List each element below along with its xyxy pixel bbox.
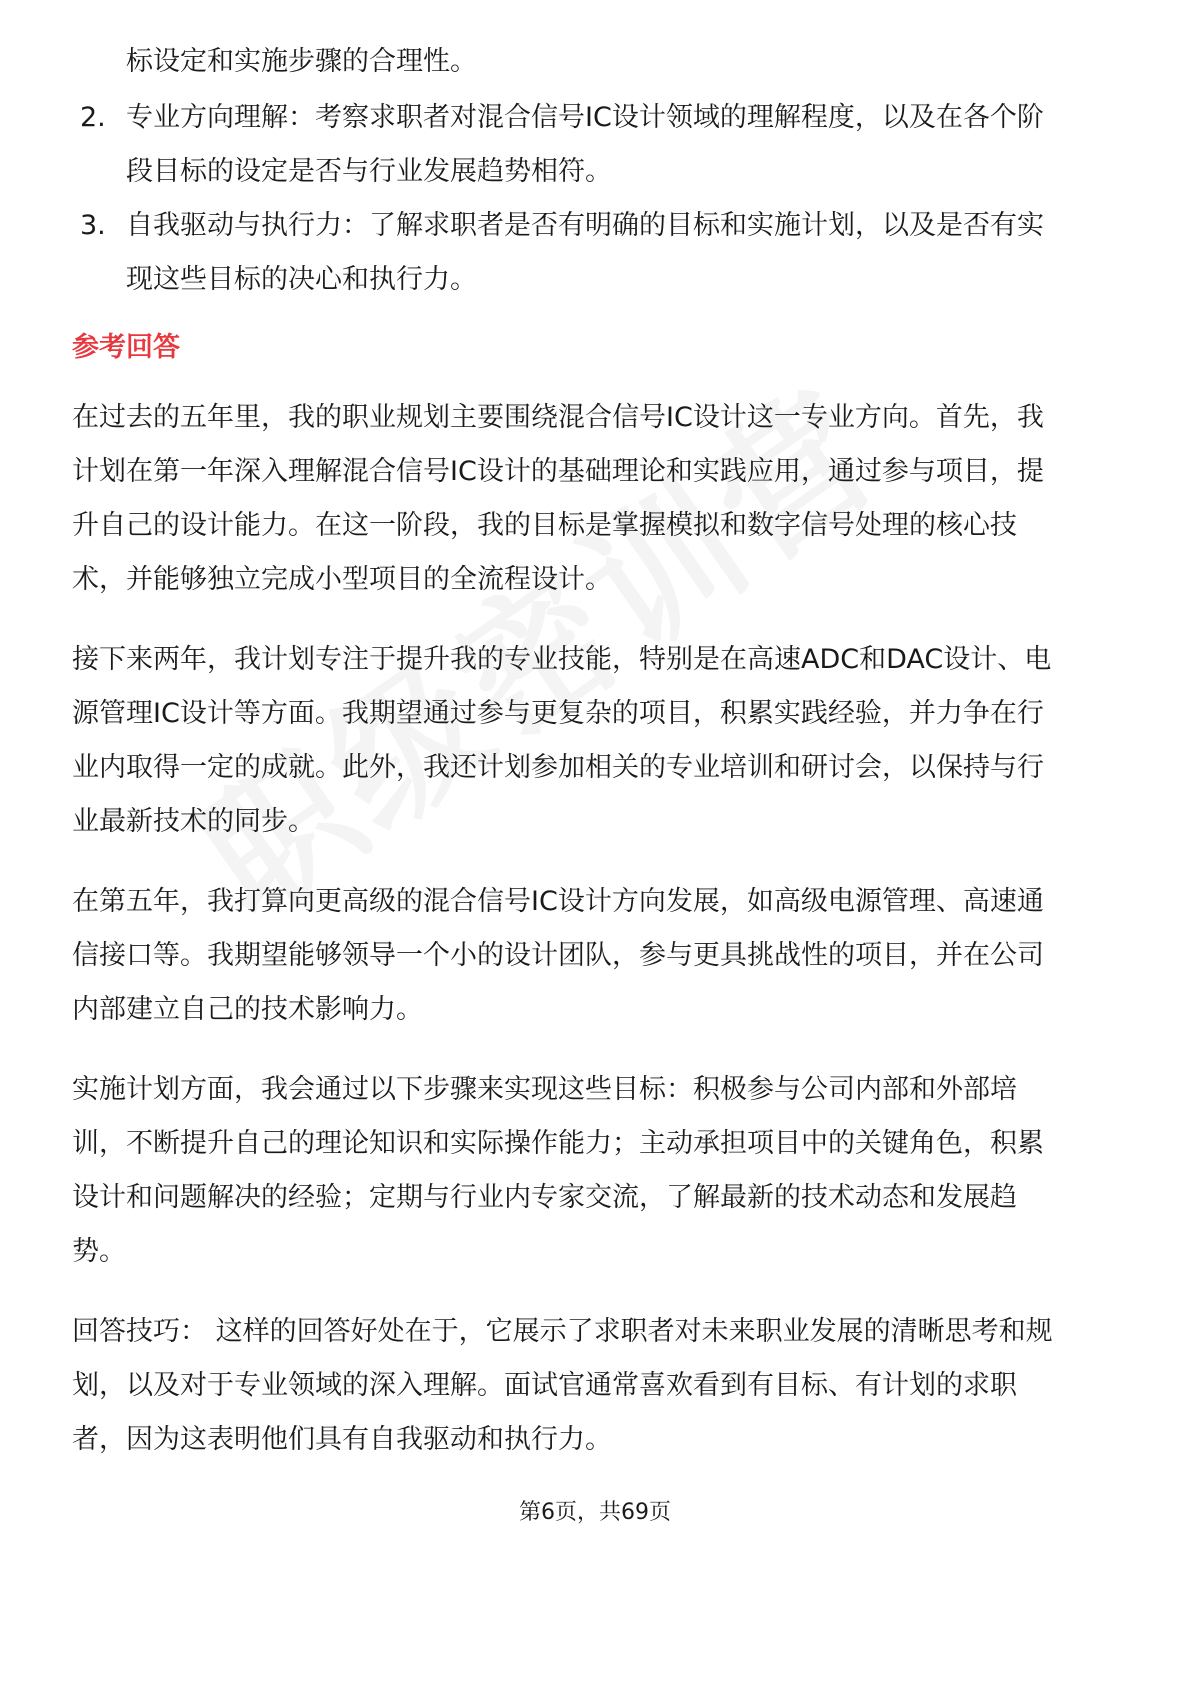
paragraph-line: 业内取得一定的成就。此外，我还计划参加相关的专业培训和研讨会，以保持与行 xyxy=(72,752,1044,783)
paragraph-line: 升自己的设计能力。在这一阶段，我的目标是掌握模拟和数字信号处理的核心技 xyxy=(72,510,1017,541)
paragraph-line: 信接口等。我期望能够领导一个小的设计团队，参与更具挑战性的项目，并在公司 xyxy=(72,940,1044,971)
paragraph-line: 回答技巧： 这样的回答好处在于，它展示了求职者对未来职业发展的清晰思考和规 xyxy=(72,1316,1053,1347)
paragraph-line: 势。 xyxy=(72,1236,126,1267)
paragraph-line: 接下来两年，我计划专注于提升我的专业技能，特别是在高速ADC和DAC设计、电 xyxy=(72,644,1052,675)
paragraph-line: 在第五年，我打算向更高级的混合信号IC设计方向发展，如高级电源管理、高速通 xyxy=(72,886,1044,917)
list-item-line: 现这些目标的决心和执行力。 xyxy=(126,264,477,295)
paragraph-line: 设计和问题解决的经验；定期与行业内专家交流，了解最新的技术动态和发展趋 xyxy=(72,1182,1017,1213)
paragraph-line: 计划在第一年深入理解混合信号IC设计的基础理论和实践应用，通过参与项目，提 xyxy=(72,456,1044,487)
paragraph-line: 划，以及对于专业领域的深入理解。面试官通常喜欢看到有目标、有计划的求职 xyxy=(72,1370,1017,1401)
page-footer: 第6页，共69页 xyxy=(519,1500,671,1525)
answer-heading: 参考回答 xyxy=(72,332,180,363)
list-number: 3. xyxy=(80,210,106,241)
paragraph-line: 源管理IC设计等方面。我期望通过参与更复杂的项目，积累实践经验，并力争在行 xyxy=(72,698,1044,729)
list-number: 2. xyxy=(80,102,106,133)
paragraph-line: 实施计划方面，我会通过以下步骤来实现这些目标：积极参与公司内部和外部培 xyxy=(72,1074,1017,1105)
list-item-line: 段目标的设定是否与行业发展趋势相符。 xyxy=(126,156,612,187)
paragraph-line: 术，并能够独立完成小型项目的全流程设计。 xyxy=(72,564,612,595)
paragraph-line: 业最新技术的同步。 xyxy=(72,806,315,837)
list-item-line: 自我驱动与执行力：了解求职者是否有明确的目标和实施计划，以及是否有实 xyxy=(126,210,1044,241)
list-continuation: 标设定和实施步骤的合理性。 xyxy=(126,46,477,77)
paragraph-line: 在过去的五年里，我的职业规划主要围绕混合信号IC设计这一专业方向。首先，我 xyxy=(72,402,1044,433)
paragraph-line: 者，因为这表明他们具有自我驱动和执行力。 xyxy=(72,1424,612,1455)
paragraph-line: 训，不断提升自己的理论知识和实际操作能力；主动承担项目中的关键角色，积累 xyxy=(72,1128,1044,1159)
paragraph-line: 内部建立自己的技术影响力。 xyxy=(72,994,423,1025)
list-item-line: 专业方向理解：考察求职者对混合信号IC设计领域的理解程度，以及在各个阶 xyxy=(126,102,1044,133)
